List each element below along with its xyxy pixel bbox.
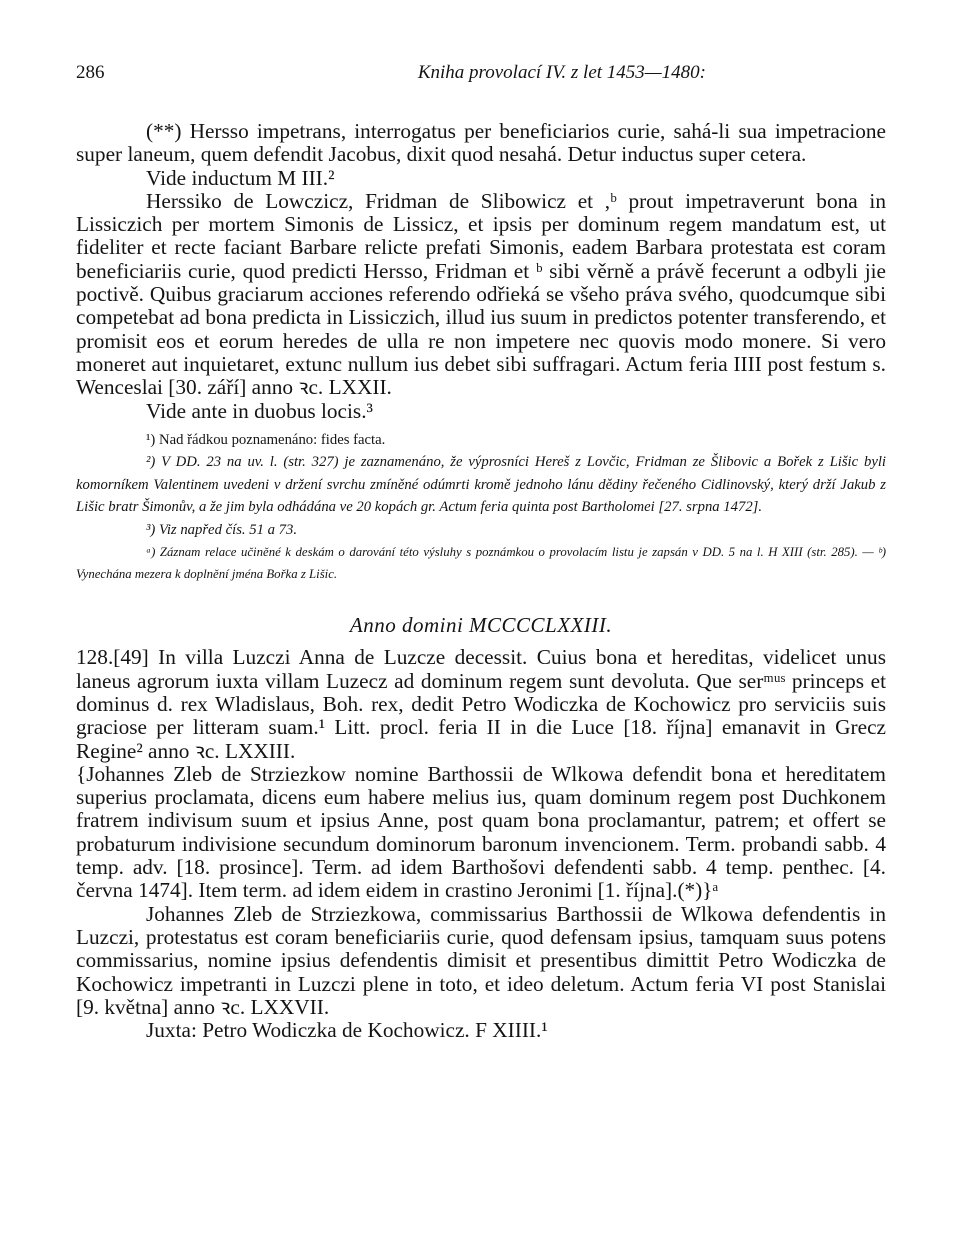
paragraph: Vide ante in duobus locis.³ (146, 398, 373, 423)
footnote: ³) Viz napřed čís. 51 a 73. (146, 521, 297, 538)
paragraph: (**) Hersso impetrans, interrogatus per beneficiarios curie, sahá-li sua impetracione super laneum, quem defendit Jacobus, dixit quod nesahá. Detur inductus super cetera. (76, 119, 886, 167)
paragraph: Juxta: Petro Wodiczka de Kochowicz. F XIIII.¹ (146, 1018, 548, 1043)
paragraph: Vide inductum M III.² (146, 165, 335, 190)
paragraph: Johannes Zleb de Strziezkowa, commissarius Barthossii de Wlkowa defendentis in Luzczi, protestatus est coram beneficiariis curie, quod defensam ipsius, tamquam suus potens commissarius, nomine ipsius defendentis dimisit et presentibus dimittit Petro Wodiczka de Kochowicz impetranti in Luzczi plene in toto, et ideo deletum. Actum feria VI post Stanislai [9. května] anno ꝛc. LXXVII. (76, 901, 886, 1019)
footnote: ᵃ) Záznam relace učiněné k deskám o darování této výsluhy s poznámkou o provolacím listu je zapsán v DD. 5 na l. H XIII (str. 285). — ᵇ) Vynechána mezera k doplnění jména Bořka z Lišic. (76, 545, 886, 582)
section-1 (76, 120, 886, 423)
running-title: Kniha provolací IV. z let 1453—1480: (417, 62, 706, 83)
section-heading: Anno domini MCCCCLXXIII. (349, 613, 613, 638)
paragraph: {Johannes Zleb de Strziezkow nomine Barthossii de Wlkowa defendit bona et hereditatem superius proclamata, dicens eum habere melius ius, quam dominum regem post Duchkonem fratrem indivisum suum et ipsius Anne, post quam bona proclamantur, patrem; et offert se probaturum indivisione secundum dominorum baronum invencionem. Term. probandi sabb. 4 temp. adv. [18. prosince]. Term. ad idem Barthošovi defendenti sabb. 4 temp. penthec. [4. června 1474]. Item term. ad idem eidem in crastino Jeronimi [1. října].(*)}ᵃ (76, 761, 886, 903)
entry-paragraph: 128.[49] In villa Luzczi Anna de Luzcze decessit. Cuius bona et hereditas, videlicet unus laneus agrorum iuxta villam Luzecz ad dominum regem sunt devoluta. Que serᵐᵘˢ princeps et dominus d. rex Wladislaus, Boh. rex, dedit Petro Wodiczka de Kochowicz pro serviciis suis graciose per litteram suam.¹ Litt. procl. feria II in die Luce [18. října] emanavit in Grecz Regine² anno ꝛc. LXXIII. (76, 645, 886, 763)
document-page (76, 62, 886, 1042)
footnotes (76, 429, 886, 586)
footnote: ¹) Nad řádkou poznamenáno: fides facta. (146, 431, 386, 448)
paragraph: Herssiko de Lowczicz, Fridman de Slibowicz et ,ᵇ prout impetraverunt bona in Lissiczich per mortem Simonis de Lissicz, et ipsis per dominum regem mandatum est, ut fideliter et recte faciant Barbare relicte prefati Simonis, eadem Barbara protestata est coram beneficiariis curie, quod predicti Hersso, Fridman et ᵇ sibi věrně a právě fecerunt a odbyli jie poctivě. Quibus graciarum acciones referendo odřieká se všeho práva svého, quodcumque sibi competebat ad bona predicta in Lissiczich, illud ius suum in predictos potenter transferendo, et promisit eos et eorum heredes de ulla re non impetere nec quovis modo monere. Si vero moneret aut inquietaret, extunc nullum ius debet sibi suffragari. Actum feria IIII post festum s. Wenceslai [30. září] anno ꝛc. LXXII. (76, 188, 886, 400)
footnote: ²) V DD. 23 na uv. l. (str. 327) je zaznamenáno, že výprosníci Hereš z Lovčic, Fridman ze Šlibovic a Bořek z Lišic byli komorníkem Valentinem uvedeni v držení svrchu zmíněné odúmrti kromě jednoho lánu dědiny řečeného Cidlinovský, který drží Jakub z Lišic bratr Šimonův, a že jim byla odhádána ve 20 kopách gr. Actum feria quinta post Bartholomei [27. srpna 1472]. (76, 454, 886, 516)
page-number: 286 (76, 62, 105, 83)
page-header (76, 62, 886, 96)
section-2 (76, 646, 886, 1042)
